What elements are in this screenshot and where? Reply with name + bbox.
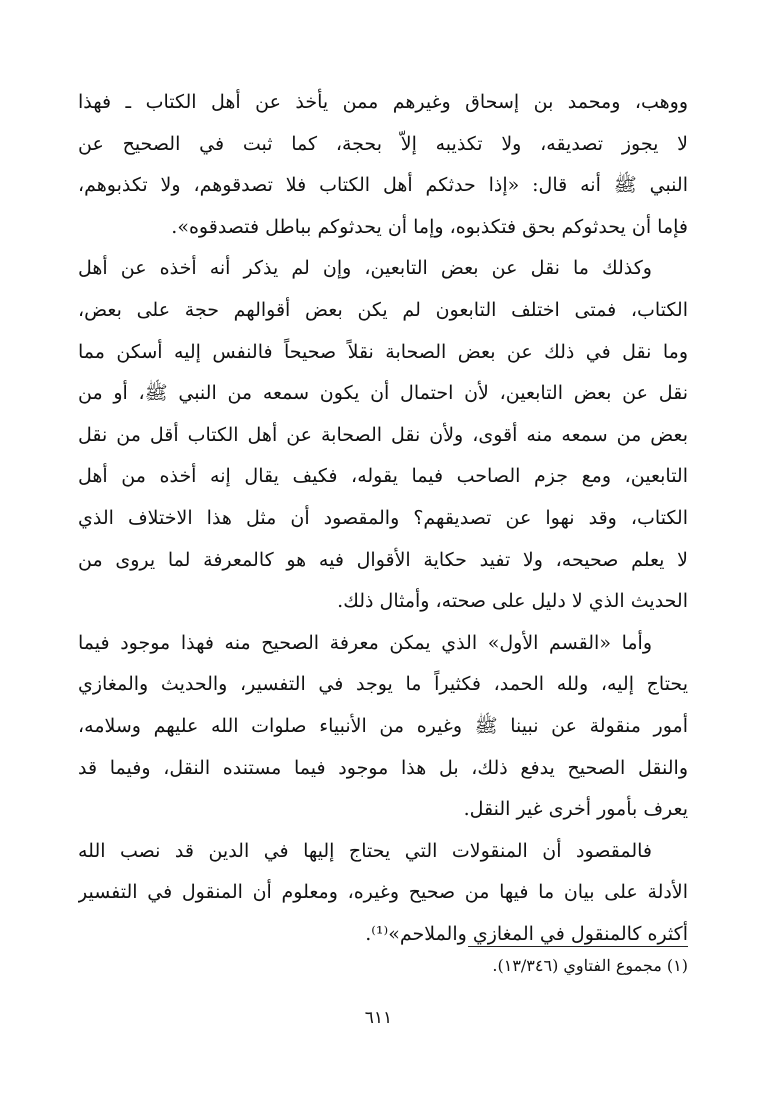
text-line: النبي ﷺ أنه قال: «إذا حدثكم أهل الكتاب فلا تصدقوهم، ولا تكذبوهم، <box>78 174 688 197</box>
text-line: والنقل الصحيح يدفع ذلك، بل هذا موجود فيما مستنده النقل، وفيما قد <box>78 756 688 779</box>
text-line: بعض من سمعه منه أقوى، ولأن نقل الصحابة عن أهل الكتاب أقل من نقل <box>78 423 688 446</box>
page-number: ٦١١ <box>364 1008 393 1028</box>
text-line: الأدلة على بيان ما فيها من صحيح وغيره، ومعلوم أن المنقول في التفسير <box>78 881 688 904</box>
text-line: فإما أن يحدثوكم بحق فتكذبوه، وإما أن يحدثوكم بباطل فتصدقوه». <box>171 215 688 238</box>
text-line: التابعين، ومع جزم الصاحب فيما يقوله، فكيف يقال إنه أخذه من أهل <box>78 465 688 488</box>
text-line: ووهب، ومحمد بن إسحاق وغيرهم ممن يأخذ عن أهل الكتاب ـ فهذا <box>78 91 688 113</box>
text-line: الكتاب، فمتى اختلف التابعون لم يكن بعض أقوالهم حجة على بعض، <box>78 298 688 321</box>
text-line: أكثره كالمنقول في المغازي والملاحم»⁽¹⁾. <box>365 922 688 945</box>
text-line: الكتاب، وقد نهوا عن تصديقهم؟ والمقصود أن مثل هذا الاختلاف الذي <box>78 506 688 529</box>
text-line: لا يعلم صحيحه، ولا تفيد حكاية الأقوال فيه هو كالمعرفة لما يروى من <box>78 548 688 571</box>
body-text <box>78 82 688 955</box>
footnote: (١) مجموع الفتاوي (١٣/٣٤٦). <box>492 956 688 975</box>
text-line: وما نقل في ذلك عن بعض الصحابة نقلاً صحيحاً فالنفس إليه أسكن مما <box>78 340 688 363</box>
text-line: الحديث الذي لا دليل على صحته، وأمثال ذلك. <box>337 590 688 613</box>
text-line: يعرف بأمور أخرى غير النقل. <box>463 798 688 821</box>
text-line: وكذلك ما نقل عن بعض التابعين، وإن لم يذكر أنه أخذه عن أهل <box>78 257 652 280</box>
footnote-separator <box>468 946 688 947</box>
text-line: وأما «القسم الأول» الذي يمكن معرفة الصحيح منه فهذا موجود فيما <box>78 631 652 654</box>
text-line: يحتاج إليه، ولله الحمد، فكثيراً ما يوجد في التفسير، والحديث والمغازي <box>78 673 688 696</box>
text-line: فالمقصود أن المنقولات التي يحتاج إليها في الدين قد نصب الله <box>78 839 652 862</box>
text-line: نقل عن بعض التابعين، لأن احتمال أن يكون سمعه من النبي ﷺ، أو من <box>78 382 688 405</box>
text-line: أمور منقولة عن نبينا ﷺ وغيره من الأنبياء صلوات الله عليهم وسلامه، <box>78 714 688 737</box>
text-line: لا يجوز تصديقه، ولا تكذيبه إلاّ بحجة، كما ثبت في الصحيح عن <box>78 132 688 155</box>
